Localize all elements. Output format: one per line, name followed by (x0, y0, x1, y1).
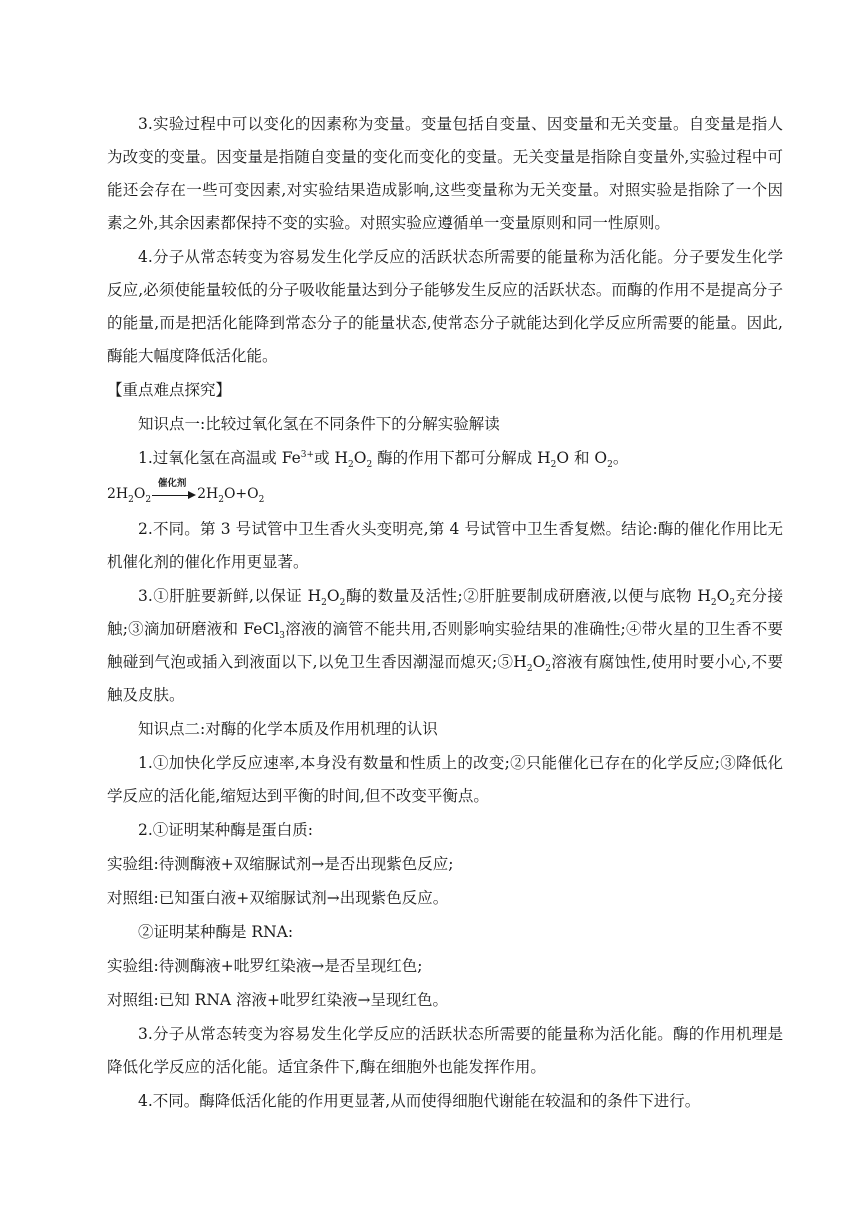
kp2-item-1: 1.①加快化学反应速率,本身没有数量和性质上的改变;②只能催化已存在的化学反应;③降低化学反应的活化能,缩短达到平衡的时间,但不改变平衡点。 (107, 754, 783, 805)
kp1-item-3: 3.①肝脏要新鲜,以保证 $H_2O_2$酶的数量及活性;②肝脏要制成研磨液,以便与底物 $H_2O_2$充分接触;③滴加研磨液和 FeCl$_3$溶液的滴管不能共用,否则影响实验结果的准确性;④带火星的卫生香不要触碰到气泡或插入到液面以下,以免卫生香因潮湿而熄灭$;⑤H_2O_2$溶液有腐蚀性,使用时要小心,不要触及皮肤。 (107, 587, 784, 704)
kp2-experiment-group-protein: 实验组:待测酶液+双缩脲试剂→是否出现紫色反应; (107, 855, 454, 873)
catalyst-label: 催化剂 (157, 478, 187, 489)
kp2-item-4: 4.不同。酶降低活化能的作用更显著,从而使得细胞代谢能在较温和的条件下进行。 (138, 1092, 701, 1110)
knowledge-point-2-title: 知识点二:对酶的化学本质及作用机理的认识 (138, 720, 438, 738)
paragraph-activation-energy: 4.分子从常态转变为容易发生化学反应的活跃状态所需要的能量称为活化能。分子要发生化学反应,必须使能量较低的分子吸收能量达到分子能够发生反应的活跃状态。而酶的作用不是提高分子的能量,而是把活化能降到常态分子的能量状态,使常态分子就能达到化学反应所需要的能量。因此,酶能大幅度降低活化能。 (107, 248, 783, 365)
kp2-control-group-rna: 对照组:已知 RNA 溶液+吡罗红染液→呈现红色。 (107, 991, 448, 1009)
kp1-item-1: 1.过氧化氢在高温或 $Fe^{3+}$或 $H_2O_2$ 酶的作用下都可分解成 $H_2O$ 和 $O_2$。 (138, 449, 629, 471)
document-body (107, 108, 783, 1118)
paragraph-variables: 3.实验过程中可以变化的因素称为变量。变量包括自变量、因变量和无关变量。自变量是指人为改变的变量。因变量是指随自变量的变化而变化的变量。无关变量是指除自变量外,实验过程中可能还会存在一些可变因素,对实验结果造成影响,这些变量称为无关变量。对照实验是指除了一个因素之外,其余因素都保持不变的实验。对照实验应遵循单一变量原则和同一性原则。 (107, 115, 783, 232)
kp2-item-2-rna: ②证明某种酶是 RNA: (138, 923, 294, 941)
kp2-item-3: 3.分子从常态转变为容易发生化学反应的活跃状态所需要的能量称为活化能。酶的作用机理是降低化学反应的活化能。适宜条件下,酶在细胞外也能发挥作用。 (107, 1025, 783, 1076)
kp2-control-group-protein: 对照组:已知蛋白液+双缩脲试剂→出现紫色反应。 (107, 889, 449, 907)
reaction-arrow-icon (152, 478, 196, 500)
knowledge-point-1-title: 知识点一:比较过氧化氢在不同条件下的分解实验解读 (138, 415, 500, 433)
kp1-item-2: 2.不同。第 3 号试管中卫生香火头变明亮,第 4 号试管中卫生香复燃。结论:酶的催化作用比无机催化剂的催化作用更显著。 (107, 520, 783, 571)
section-heading: 【重点难点探究】 (107, 381, 232, 399)
kp2-experiment-group-rna: 实验组:待测酶液+吡罗红染液→是否呈现红色; (107, 957, 423, 975)
kp2-item-2-protein: 2.①证明某种酶是蛋白质: (138, 821, 314, 839)
chemical-equation: $2H_2O_2$ 催化剂 $2H_2O+O_2$ (107, 478, 265, 505)
